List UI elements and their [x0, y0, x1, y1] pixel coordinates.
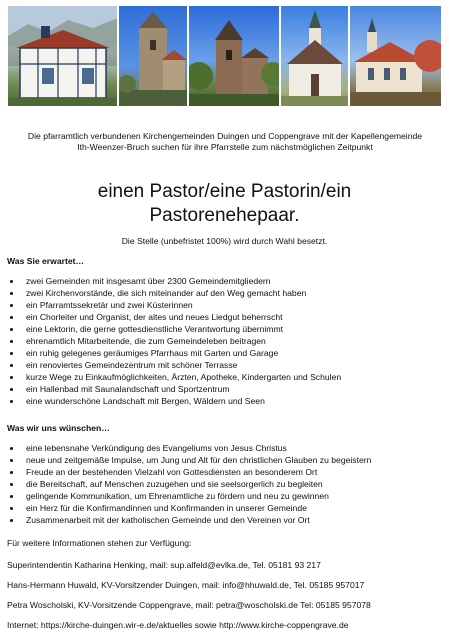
red-roof-church-illustration — [350, 6, 441, 106]
position-subline: Die Stelle (unbefristet 100%) wird durch Wahl besetzt. — [121, 236, 328, 246]
list-item: eine Lektorin, die gerne gottesdienstliche Verantwortung übernimmt — [7, 323, 443, 335]
list-item: Zusammenarbeit mit der katholischen Gemeinde und den Vereinen vor Ort — [7, 514, 443, 526]
photo-stone-tower-church — [119, 6, 187, 106]
list-item: zwei Kirchenvorstände, die sich miteinander auf den Weg gemacht haben — [7, 287, 443, 299]
intro-paragraph: Die pfarramtlich verbundenen Kirchengemeinden Duingen und Coppengrave mit der Kapellengemeinde Ith-Weenzer-Bruch suchen für ihre Pfarrstelle zum nächstmöglichen Zeitpunkt — [27, 131, 423, 153]
headline-line-1: einen Pastor/eine Pastorin/ein — [97, 181, 352, 202]
list-item: kurze Wege zu Einkaufmöglichkeiten, Ärzten, Apotheke, Kindergarten und Schulen — [7, 371, 443, 383]
list-item: neue und zeitgemäße Impulse, um Jung und Alt für den christlichen Glauben zu begeistern — [7, 454, 443, 466]
wish-section-title: Was wir uns wünschen… — [7, 423, 110, 433]
list-item: ein Herz für die Konfirmandinnen und Konfirmanden in unserer Gemeinde — [7, 502, 443, 514]
list-item: ein ruhig gelegenes geräumiges Pfarrhaus mit Garten und Garage — [7, 347, 443, 359]
photo-red-roof-church — [350, 6, 441, 106]
timbered-chapel-illustration — [8, 6, 117, 106]
list-item: die Bereitschaft, auf Menschen zuzugehen und sie seelsorgerlich zu begleiten — [7, 478, 443, 490]
list-item: ein Pfarramtssekretär und zwei Küsterinnen — [7, 299, 443, 311]
brick-church-illustration — [189, 6, 279, 106]
list-item: eine lebensnahe Verkündigung des Evangeliums von Jesus Christus — [7, 442, 443, 454]
wish-list — [7, 442, 443, 526]
contact-coppengrave: Petra Woscholski, KV-Vorsitzende Coppengrave, mail: petra@woscholski.de Tel: 05185 957078 — [7, 600, 371, 610]
list-item: ehrenamtlich Mitarbeitende, die zum Gemeindeleben beitragen — [7, 335, 443, 347]
list-item: ein Hallenbad mit Saunalandschaft und Sportzentrum — [7, 383, 443, 395]
contact-superintendent: Superintendentin Katharina Henking, mail: sup.alfeld@evlka.de, Tel. 05181 93 217 — [7, 560, 321, 570]
photo-white-church — [281, 6, 349, 106]
church-photo-banner — [8, 6, 441, 106]
list-item: gelingende Kommunikation, um Ehrenamtliche zu fördern und neu zu gewinnen — [7, 490, 443, 502]
list-item: ein renoviertes Gemeindezentrum mit schöner Terrasse — [7, 359, 443, 371]
contact-duingen: Hans-Hermann Huwald, KV-Vorsitzender Duingen, mail: info@hhuwald.de, Tel. 05185 957017 — [7, 580, 365, 590]
list-item: eine wunderschöne Landschaft mit Bergen, Wäldern und Seen — [7, 395, 443, 407]
list-item: zwei Gemeinden mit insgesamt über 2300 Gemeindemitgliedern — [7, 275, 443, 287]
list-item: Freude an der bestehenden Vielzahl von Gottesdiensten an besonderem Ort — [7, 466, 443, 478]
photo-timbered-chapel — [8, 6, 117, 106]
white-church-illustration — [281, 6, 349, 106]
contacts-intro: Für weitere Informationen stehen zur Verfügung: — [7, 538, 192, 548]
stone-tower-illustration — [119, 6, 187, 106]
list-item: ein Chorleiter und Organist, der altes und neues Liedgut beherrscht — [7, 311, 443, 323]
photo-brick-church — [189, 6, 279, 106]
job-headline — [10, 180, 439, 228]
expect-list — [7, 275, 443, 407]
contact-internet: Internet: https://kirche-duingen.wir-e.de/aktuelles sowie http://www.kirche-coppengrave.de — [7, 620, 349, 630]
expect-section-title: Was Sie erwartet… — [7, 256, 85, 266]
headline-line-2: Pastorenehepaar. — [149, 205, 300, 226]
